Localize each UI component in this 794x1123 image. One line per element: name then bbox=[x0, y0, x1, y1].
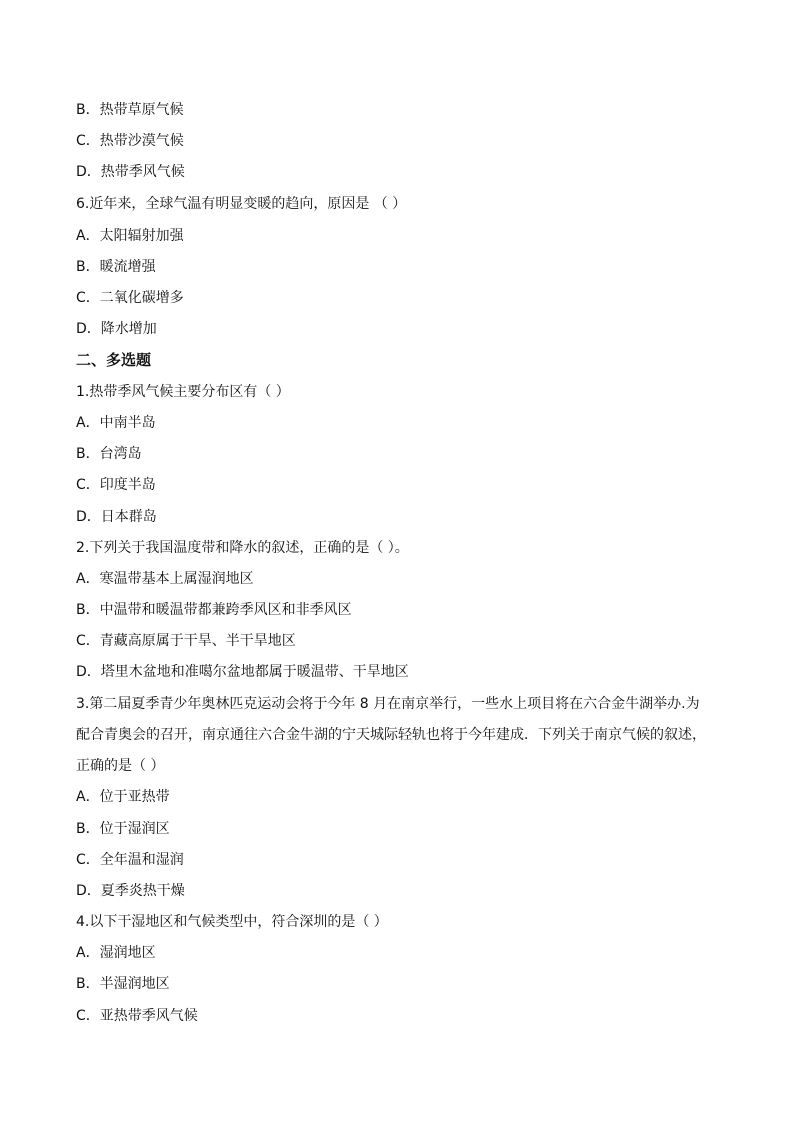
section-heading: 二、多选题 bbox=[76, 351, 152, 369]
s2-q2-stem: 2.下列关于我国温度带和降水的叙述，正确的是（ ）。 bbox=[76, 540, 409, 556]
s2-q1-option-a: A．中南半岛 bbox=[76, 415, 156, 431]
s2-q3-option-c: C．全年温和湿润 bbox=[76, 852, 184, 868]
q6-option-b: B．暖流增强 bbox=[76, 259, 156, 275]
s2-q4-option-a: A．湿润地区 bbox=[76, 945, 156, 961]
s2-q3-option-b: B．位于湿润区 bbox=[76, 821, 170, 837]
s2-q3-stem-line3: 正确的是（ ） bbox=[76, 758, 165, 774]
q6-option-d: D．降水增加 bbox=[76, 321, 157, 337]
s2-q3-option-a: A．位于亚热带 bbox=[76, 789, 170, 805]
q5-option-c: C．热带沙漠气候 bbox=[76, 133, 184, 149]
q5-option-b: B．热带草原气候 bbox=[76, 102, 184, 118]
s2-q4-option-b: B．半湿润地区 bbox=[76, 976, 170, 992]
s2-q1-option-b: B．台湾岛 bbox=[76, 446, 142, 462]
q6-option-c: C．二氧化碳增多 bbox=[76, 290, 184, 306]
s2-q2-option-d: D．塔里木盆地和准噶尔盆地都属于暖温带、干旱地区 bbox=[76, 664, 409, 680]
s2-q4-stem: 4.以下干湿地区和气候类型中，符合深圳的是（ ） bbox=[76, 914, 388, 930]
s2-q2-option-b: B．中温带和暖温带都兼跨季风区和非季风区 bbox=[76, 602, 352, 618]
q5-option-d: D．热带季风气候 bbox=[76, 164, 185, 180]
s2-q4-option-c: C．亚热带季风气候 bbox=[76, 1008, 198, 1024]
q6-option-a: A．太阳辐射加强 bbox=[76, 228, 184, 244]
s2-q3-stem-line1: 3.第二届夏季青少年奥林匹克运动会将于今年 8 月在南京举行，一些水上项目将在六合金牛湖举办.为 bbox=[76, 696, 700, 712]
s2-q2-option-c: C．青藏高原属于干旱、半干旱地区 bbox=[76, 633, 296, 649]
q6-stem: 6.近年来，全球气温有明显变暖的趋向，原因是 （ ） bbox=[76, 196, 407, 212]
s2-q1-option-c: C．印度半岛 bbox=[76, 477, 156, 493]
s2-q3-option-d: D．夏季炎热干燥 bbox=[76, 883, 185, 899]
s2-q1-stem: 1.热带季风气候主要分布区有（ ） bbox=[76, 384, 290, 400]
s2-q1-option-d: D．日本群岛 bbox=[76, 509, 157, 525]
s2-q2-option-a: A．寒温带基本上属湿润地区 bbox=[76, 571, 254, 587]
s2-q3-stem-line2: 配合青奥会的召开，南京通往六合金牛湖的宁天城际轻轨也将于今年建成．下列关于南京气候的叙述， bbox=[76, 727, 706, 743]
